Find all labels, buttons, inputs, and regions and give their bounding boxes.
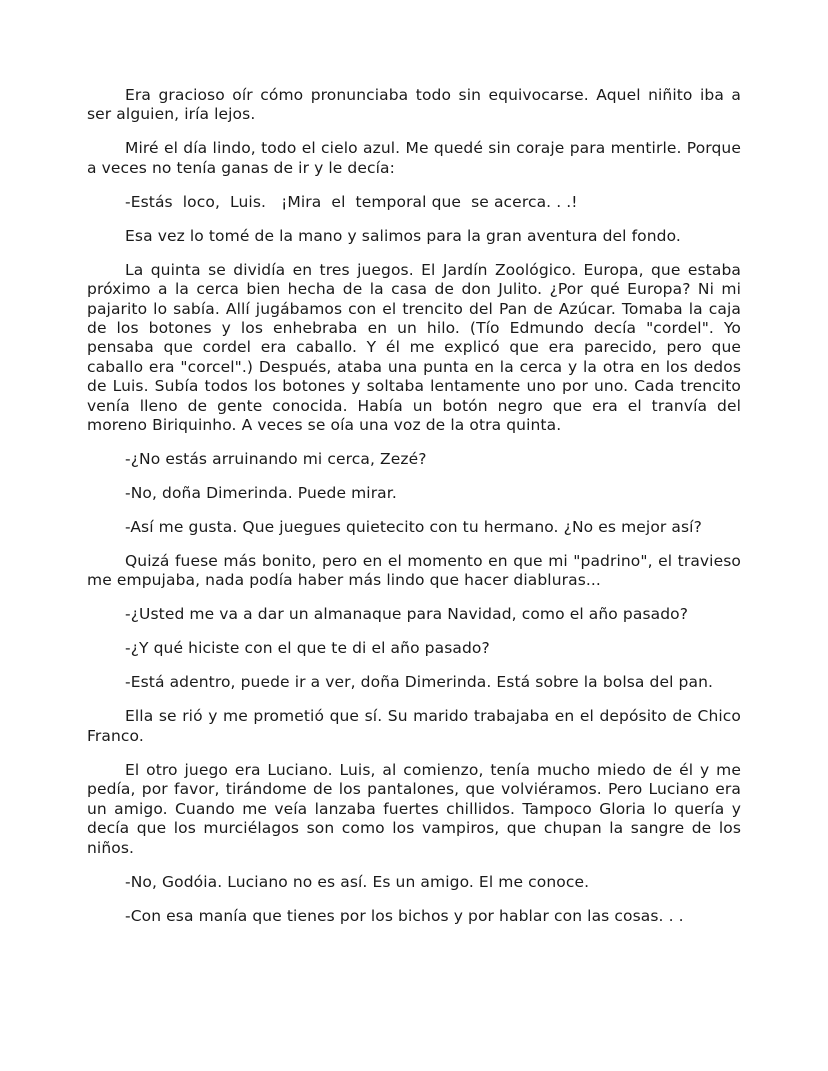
paragraph-narration: Era gracioso oír cómo pronunciaba todo sin equivocarse. Aquel niñito iba a ser alguien, iría lejos. (87, 86, 741, 124)
paragraph-narration: Miré el día lindo, todo el cielo azul. Me quedé sin coraje para mentirle. Porque a veces no tenía ganas de ir y le decía: (87, 139, 741, 177)
paragraph-dialogue: -¿Usted me va a dar un almanaque para Navidad, como el año pasado? (125, 605, 689, 624)
paragraph-dialogue: -¿No estás arruinando mi cerca, Zezé? (125, 450, 427, 469)
paragraph-dialogue: -Está adentro, puede ir a ver, doña Dimerinda. Está sobre la bolsa del pan. (125, 673, 714, 692)
text-block (87, 86, 741, 926)
paragraph-narration: Ella se rió y me prometió que sí. Su marido trabajaba en el depósito de Chico Franco. (87, 707, 741, 745)
paragraph-dialogue: -¿Y qué hiciste con el que te di el año pasado? (125, 639, 490, 658)
paragraph-narration: Esa vez lo tomé de la mano y salimos para la gran aventura del fondo. (125, 226, 681, 245)
paragraph-narration: Quizá fuese más bonito, pero en el momento en que mi "padrino", el travieso me empujaba, nada podía haber más lindo que hacer diabluras... (87, 552, 741, 590)
paragraph-dialogue: -Estás loco, Luis. ¡Mira el temporal que se acerca. . .! (125, 192, 578, 211)
paragraph-narration: El otro juego era Luciano. Luis, al comienzo, tenía mucho miedo de él y me pedía, por favor, tirándome de los pantalones, que volviéramos. Pero Luciano era un amigo. Cuando me veía lanzaba fuertes chillidos. Tampoco Gloria lo quería y decía que los murciélagos son como los vampiros, que chupan la sangre de los niños. (87, 760, 741, 857)
paragraph-narration: La quinta se dividía en tres juegos. El Jardín Zoológico. Europa, que estaba próximo a la cerca bien hecha de la casa de don Julito. ¿Por qué Europa? Ni mi pajarito lo sabía. Allí jugábamos con el trencito del Pan de Azúcar. Tomaba la caja de los botones y los enhebraba en un hilo. (Tío Edmundo decía "cordel". Yo pensaba que cordel era caballo. Y él me explicó que era parecido, pero que caballo era "corcel".) Después, ataba una punta en la cerca y la otra en los dedos de Luis. Subía todos los botones y soltaba lentamente uno por uno. Cada trencito venía lleno de gente conocida. Había un botón negro que era el tranvía del moreno Biriquinho. A veces se oía una voz de la otra quinta. (87, 260, 741, 435)
paragraph-dialogue: -No, Godóia. Luciano no es así. Es un amigo. El me conoce. (125, 872, 590, 891)
paragraph-dialogue: -No, doña Dimerinda. Puede mirar. (125, 484, 397, 503)
paragraph-dialogue: -Con esa manía que tienes por los bichos y por hablar con las cosas. . . (125, 906, 684, 925)
paragraph-dialogue: -Así me gusta. Que juegues quietecito con tu hermano. ¿No es mejor así? (125, 518, 702, 537)
